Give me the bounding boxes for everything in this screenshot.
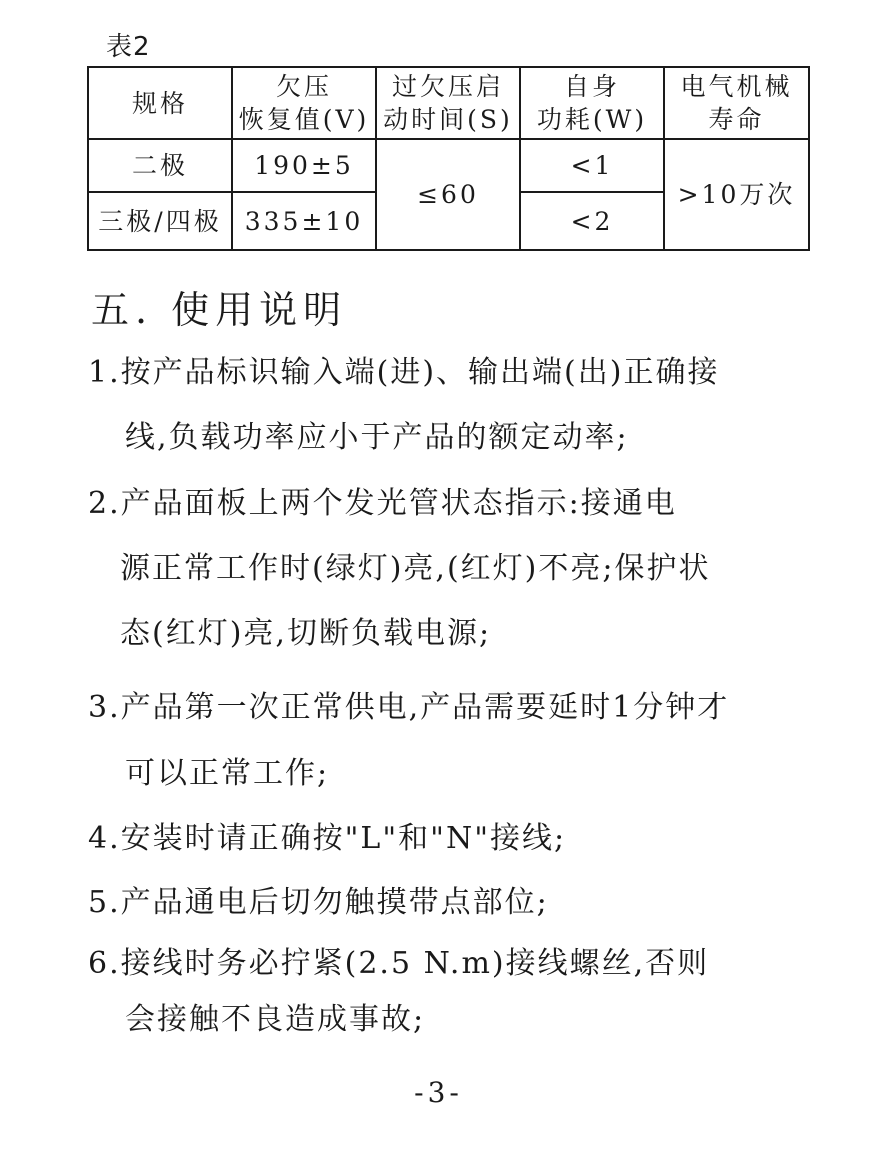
instruction-item-2-line-1: 2.产品面板上两个发光管状态指示:接通电: [88, 486, 677, 521]
cell-start-time: ≤60: [376, 139, 520, 250]
table-caption: 表2: [106, 32, 151, 62]
instruction-item-3-line-1: 3.产品第一次正常供电,产品需要延时1分钟才: [88, 690, 730, 725]
instruction-item-6-line-2: 会接触不良造成事故;: [125, 1002, 426, 1037]
section-heading: 五. 使用说明: [91, 288, 348, 332]
spec-table: [87, 66, 810, 251]
table-row: [88, 139, 809, 192]
page-number: -3-: [414, 1076, 463, 1109]
header-recovery: 欠压 恢复值(V): [232, 67, 376, 139]
instruction-item-6-line-1: 6.接线时务必拧紧(2.5 N.m)接线螺丝,否则: [88, 946, 710, 981]
cell-power: <2: [520, 192, 664, 250]
instruction-item-5: 5.产品通电后切勿触摸带点部位;: [88, 885, 549, 920]
header-start-time: 过欠压启 动时间(S): [376, 67, 520, 139]
cell-recovery: 190±5: [232, 139, 376, 192]
cell-spec: 二极: [88, 139, 232, 192]
header-life: 电气机械 寿命: [664, 67, 809, 139]
table-header-row: [88, 67, 809, 139]
header-spec: 规格: [88, 67, 232, 139]
cell-spec: 三极/四极: [88, 192, 232, 250]
instruction-item-4: 4.安装时请正确按"L"和"N"接线;: [88, 821, 567, 856]
cell-life: >10万次: [664, 139, 809, 250]
cell-power: <1: [520, 139, 664, 192]
header-power: 自身 功耗(W): [520, 67, 664, 139]
cell-recovery: 335±10: [232, 192, 376, 250]
instruction-item-2-line-2: 源正常工作时(绿灯)亮,(红灯)不亮;保护状: [120, 551, 711, 586]
instruction-item-1-line-1: 1.按产品标识输入端(进)、输出端(出)正确接: [88, 355, 720, 390]
instruction-item-3-line-2: 可以正常工作;: [125, 756, 330, 791]
instruction-item-2-line-3: 态(红灯)亮,切断负载电源;: [120, 616, 492, 651]
instruction-item-1-line-2: 线,负载功率应小于产品的额定动率;: [125, 420, 629, 455]
